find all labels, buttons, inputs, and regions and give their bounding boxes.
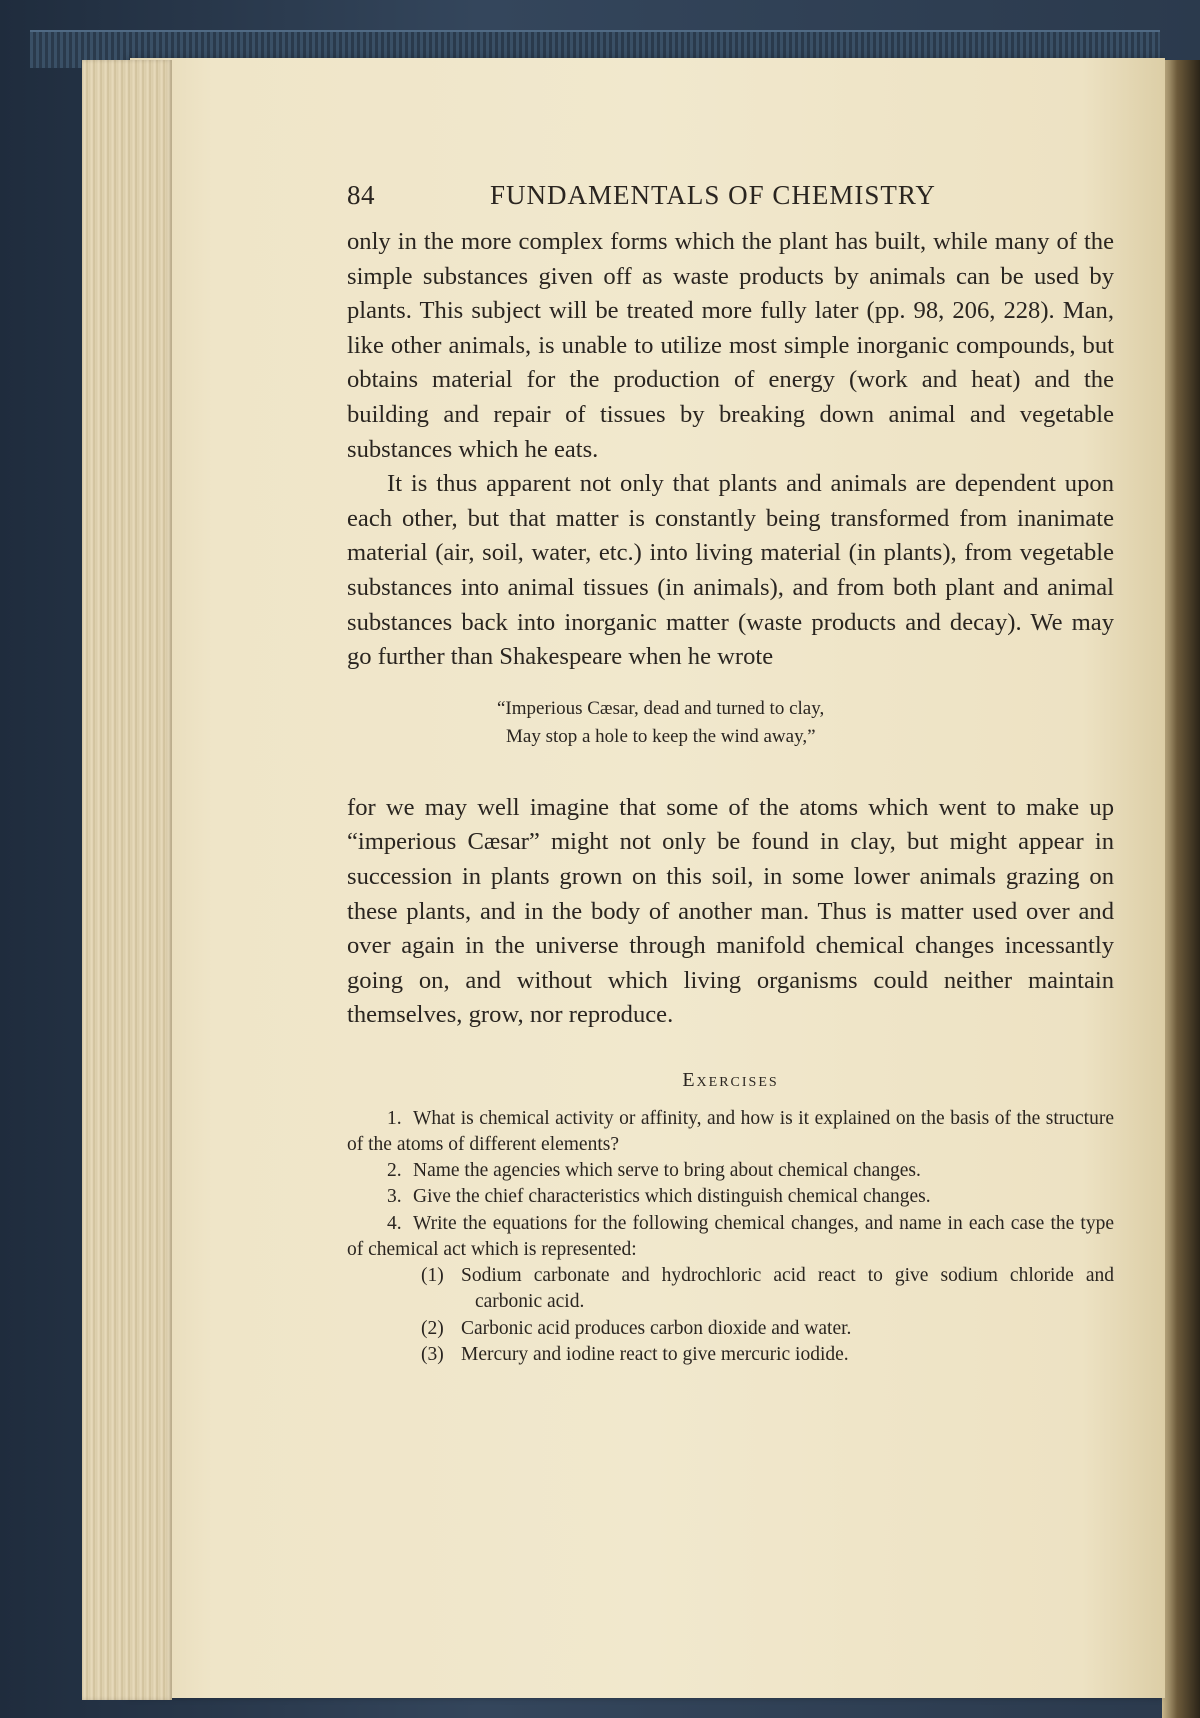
page-number: 84	[347, 180, 375, 210]
exercise-text: Give the chief characteristics which distinguish chemical changes.	[413, 1186, 931, 1208]
exercise-text: Write the equations for the following chemical changes, and name in each case the type of chemical act which is represented:	[347, 1212, 1114, 1260]
exercises-heading: Exercises	[682, 1068, 779, 1091]
paragraph-1: only in the more complex forms which the plant has built, while many of the simple substances given off as waste products by animals can be used by plants. This subject will be treated more fully later (pp. 98, 206, 228). Man, like other animals, is unable to utilize most simple inorganic compounds, but obtains material for the production of energy (work and heat) and the building and repair of tissues by breaking down animal and vegetable substances which he eats.	[347, 228, 1114, 463]
exercise-3	[347, 1184, 1114, 1210]
exercise-number: 3.	[387, 1186, 402, 1208]
subitem-number: (1)	[421, 1265, 444, 1287]
exercise-number: 4.	[387, 1212, 402, 1234]
exercise-4-subitem-2	[347, 1316, 1114, 1342]
paragraph-2: It is thus apparent not only that plants and animals are dependent upon each other, but that matter is constantly being transformed from inanimate material (air, soil, water, etc.) into living material (in plants), from vegetable substances into animal tissues (in animals), and from both plant and animal substances back into inorganic matter (waste products and decay). We may go further than Shakespeare when he wrote	[347, 470, 1114, 671]
quote-line-1: “Imperious Cæsar, dead and turned to clay,	[497, 697, 825, 719]
exercise-2	[347, 1158, 1114, 1184]
book-gutter	[1162, 60, 1200, 1718]
page-content	[347, 175, 1114, 1368]
subitem-number: (2)	[421, 1317, 444, 1339]
page-edges	[82, 60, 172, 1700]
exercise-number: 2.	[387, 1160, 402, 1182]
running-header	[347, 175, 1114, 225]
subitem-text: Carbonic acid produces carbon dioxide and water.	[461, 1317, 852, 1339]
shakespeare-quote	[347, 695, 1114, 751]
exercise-4-subitem-3	[347, 1342, 1114, 1368]
subitem-text: Mercury and iodine react to give mercuric iodide.	[461, 1343, 849, 1365]
running-title: FUNDAMENTALS OF CHEMISTRY	[490, 180, 936, 210]
subitem-number: (3)	[421, 1343, 444, 1365]
subitem-text: Sodium carbonate and hydrochloric acid react to give sodium chloride and carbonic acid.	[461, 1265, 1114, 1313]
exercise-4-subitem-1	[347, 1263, 1114, 1315]
exercise-number: 1.	[387, 1107, 402, 1129]
quote-line-2: May stop a hole to keep the wind away,”	[506, 725, 816, 747]
exercise-1	[347, 1106, 1114, 1158]
exercise-4	[347, 1211, 1114, 1263]
exercise-text: What is chemical activity or affinity, and how is it explained on the basis of the structure of the atoms of different elements?	[347, 1107, 1114, 1156]
paragraph-3: for we may well imagine that some of the atoms which went to make up “imperious Cæsar” might not only be found in clay, but might appear in succession in plants grown on this soil, in some lower animals grazing on these plants, and in the body of another man. Thus is matter used over and over again in the universe through manifold chemical changes incessantly going on, and without which living organisms could neither maintain themselves, grow, nor reproduce.	[347, 793, 1114, 1029]
exercise-text: Name the agencies which serve to bring about chemical changes.	[413, 1160, 921, 1182]
